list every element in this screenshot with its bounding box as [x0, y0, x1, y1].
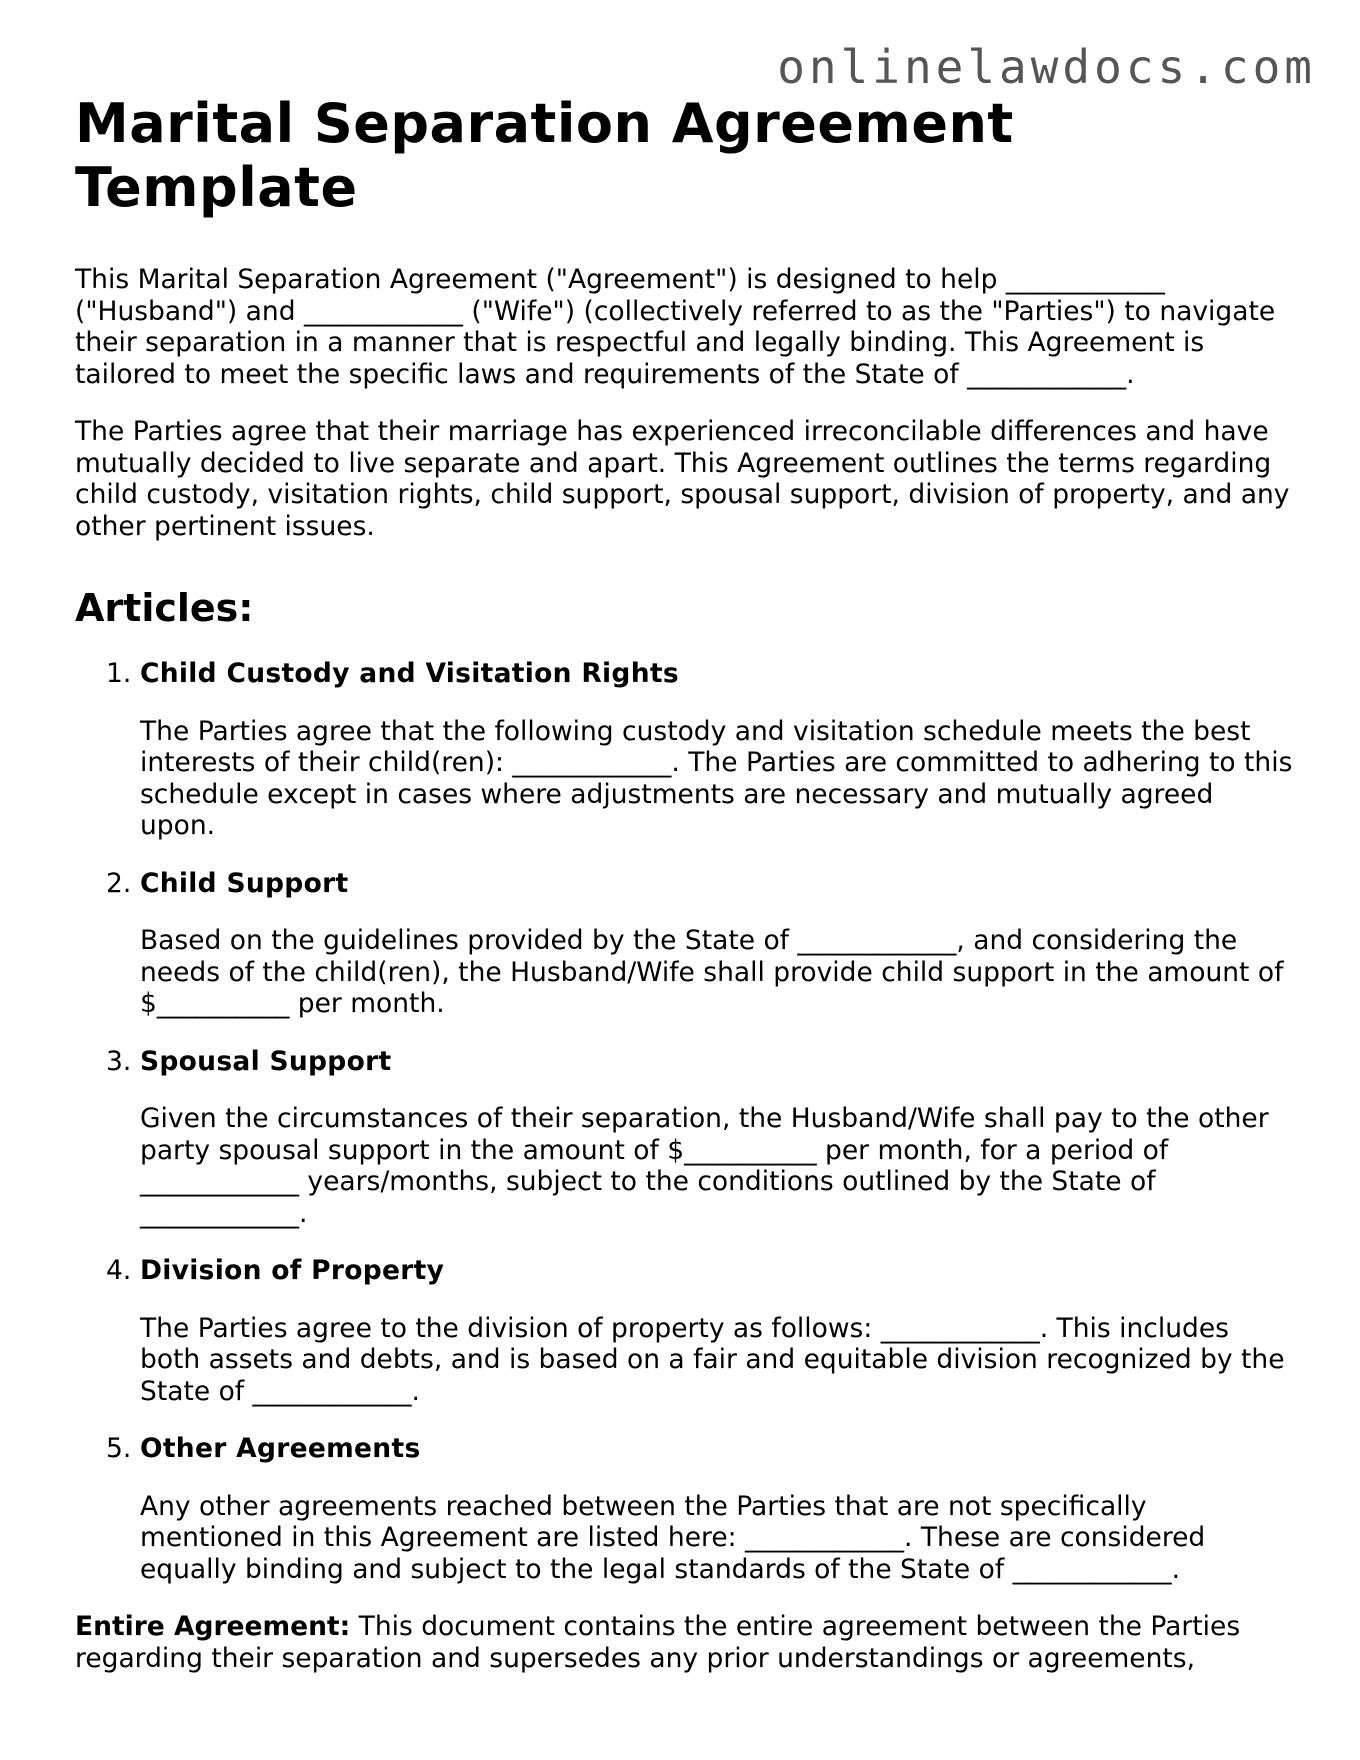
article-title: Child Support	[140, 867, 349, 899]
articles-heading: Articles:	[75, 586, 254, 630]
article-item	[106, 1433, 1295, 1585]
entire-agreement-label: Entire Agreement:	[75, 1611, 351, 1642]
article-title: Child Custody and Visitation Rights	[140, 658, 679, 689]
article-body: Any other agreements reached between the Parties that are not specifically mentioned in this Agreement are listed here: ____________. These are considered equally binding and subject to the legal standards of the State of ____________.	[140, 1490, 1206, 1585]
entire-agreement-text: This document contains the entire agreement between the Parties regarding their separation and supersedes any prior understandings or agreements,	[75, 1611, 1241, 1674]
article-body: The Parties agree that the following custody and visitation schedule meets the best interests of their child(ren): ____________. The Parties are committed to adhering to this schedule except in cases where adjustments are necessary and mutually agreed upon.	[140, 715, 1293, 841]
entire-agreement-paragraph	[75, 1611, 1295, 1674]
article-body: Given the circumstances of their separation, the Husband/Wife shall pay to the other party spousal support in the amount of $__________ per month, for a period of ____________ years/months, subject to the conditions outlined by the State of ____________.	[140, 1103, 1269, 1229]
article-title: Other Agreements	[140, 1433, 421, 1464]
articles-list	[75, 658, 1295, 1585]
article-number: 3.	[106, 1045, 132, 1077]
purpose-paragraph: The Parties agree that their marriage has experienced irreconcilable differences and have mutually decided to live separate and apart. This Agreement outlines the terms regarding child custody, visitation rights, child support, spousal support, division of property, and any other pertinent issues.	[75, 416, 1290, 542]
article-item	[106, 658, 1295, 842]
article-number: 5.	[106, 1433, 132, 1464]
document-page	[75, 92, 1295, 1674]
article-item	[106, 1045, 1295, 1230]
article-number: 4.	[106, 1255, 132, 1286]
article-title: Spousal Support	[140, 1045, 392, 1077]
article-body: Based on the guidelines provided by the State of ____________, and considering the needs of the child(ren), the Husband/Wife shall provide child support in the amount of $__________ per month.	[140, 925, 1284, 1019]
article-title: Division of Property	[140, 1255, 445, 1286]
article-body: The Parties agree to the division of property as follows: ____________. This includes both assets and debts, and is based on a fair and equitable division recognized by the State of ____________.	[140, 1312, 1285, 1407]
article-item	[106, 867, 1295, 1020]
watermark: onlinelawdocs.com	[777, 40, 1316, 94]
article-number: 2.	[106, 867, 132, 899]
intro-paragraph: This Marital Separation Agreement ("Agreement") is designed to help ____________ ("Husband") and ____________ ("Wife") (collectively referred to as the "Parties") to navigate their separation in a manner that is respectful and legally binding. This Agreement is tailored to meet the specific laws and requirements of the State of ____________.	[75, 264, 1276, 390]
article-number: 1.	[106, 658, 132, 689]
article-item	[106, 1255, 1295, 1407]
document-title: Marital Separation Agreement Template	[75, 92, 1014, 219]
